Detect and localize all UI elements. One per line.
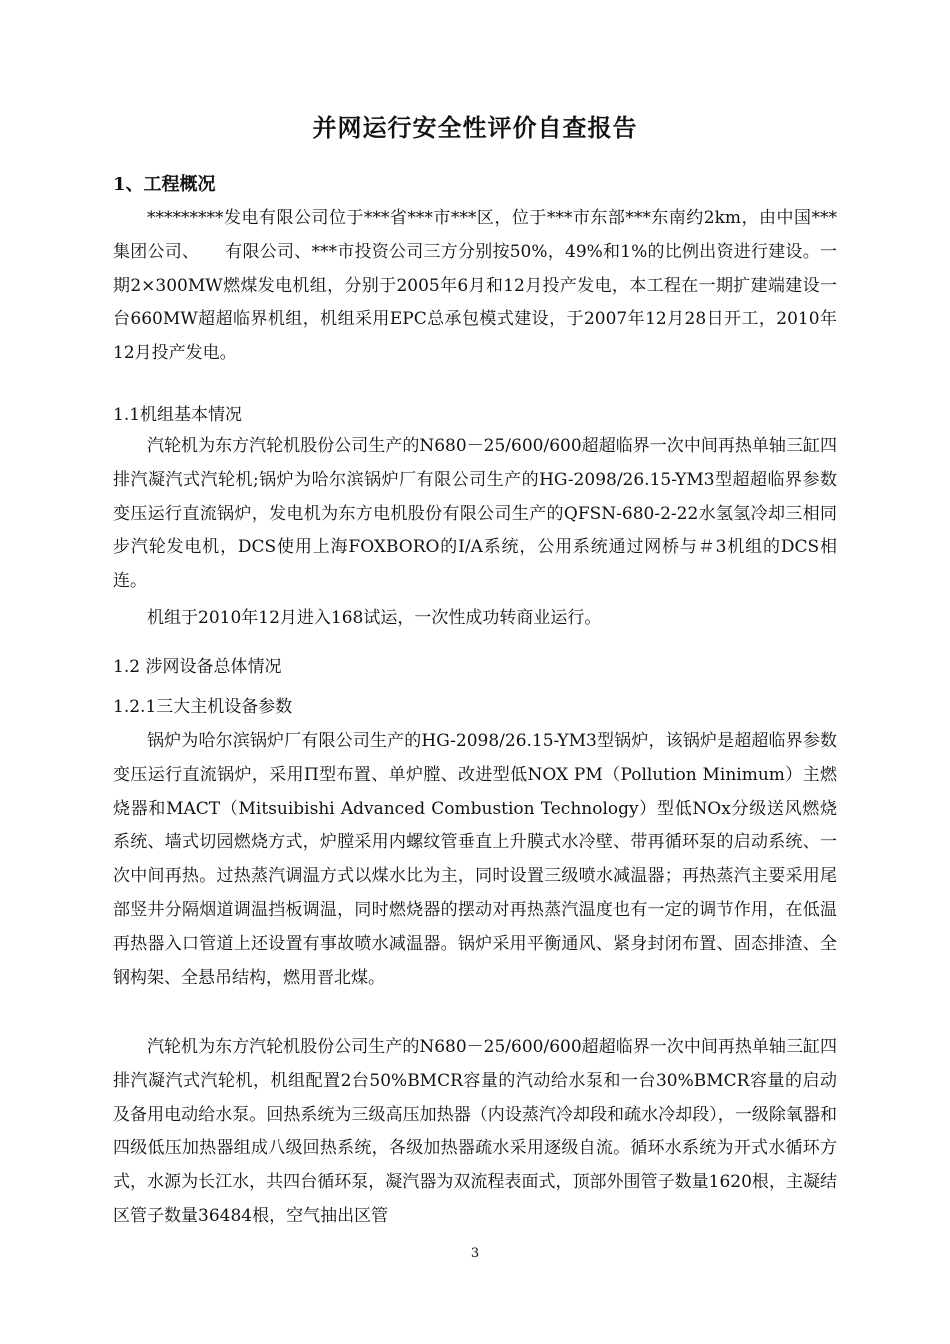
boiler-block: [113, 725, 837, 995]
document-title: 并网运行安全性评价自查报告: [312, 113, 638, 142]
trial-run-block: [113, 602, 837, 636]
unit-info-block: [113, 430, 837, 599]
section-heading-overview: 1、工程概况: [113, 174, 216, 195]
turbine-block: [113, 1031, 837, 1234]
subheading-1-1: 1.1机组基本情况: [113, 405, 243, 425]
turbine-paragraph: 汽轮机为东方汽轮机股份公司生产的N680－25/600/600超超临界一次中间再热单轴三缸四排汽凝汽式汽轮机，机组配置2台50%BMCR容量的汽动给水泵和一台30%BMCR容量的启动及备用电动给水泵。回热系统为三级高压加热器（内设蒸汽冷却段和疏水冷却段），一级除氧器和四级低压加热器组成八级回热系统，各级加热器疏水采用逐级自流。循环水系统为开式水循环方式，水源为长江水，共四台循环泵，凝汽器为双流程表面式，顶部外围管子数量1620根，主凝结区管子数量36484根，空气抽出区管: [113, 1037, 837, 1226]
subheading-1-2-1: 1.2.1三大主机设备参数: [113, 697, 293, 717]
intro-paragraph: *********发电有限公司位于***省***市***区，位于***市东部***东南约2km，由中国***集团公司、 有限公司、***市投资公司三方分别按50%，49%和1%的比例出资进行建设。一期2×300MW燃煤发电机组，分别于2005年6月和12月投产发电，本工程在一期扩建端建设一台660MW超超临界机组，机组采用EPC总承包模式建设，于2007年12月28日开工，2010年12月投产发电。: [113, 208, 837, 364]
page-number: 3: [470, 1246, 480, 1261]
subheading-1-2: 1.2 涉网设备总体情况: [113, 657, 282, 677]
trial-run-paragraph: 机组于2010年12月进入168试运，一次性成功转商业运行。: [147, 608, 602, 628]
intro-block: [113, 202, 837, 371]
boiler-paragraph: 锅炉为哈尔滨锅炉厂有限公司生产的HG-2098/26.15-YM3型锅炉，该锅炉是超超临界参数变压运行直流锅炉，采用Π型布置、单炉膛、改进型低NOX PM（Pollution Minimum）主燃烧器和MACT（Mitsuibishi Advanced Combustion Technology）型低NOx分级送风燃烧系统、墙式切园燃烧方式，炉膛采用内螺纹管垂直上升膜式水冷壁、带再循环泵的启动系统、一次中间再热。过热蒸汽调温方式以煤水比为主，同时设置三级喷水减温器；再热蒸汽主要采用尾部竖井分隔烟道调温挡板调温，同时燃烧器的摆动对再热蒸汽温度也有一定的调节作用，在低温再热器入口管道上还设置有事故喷水减温器。锅炉采用平衡通风、紧身封闭布置、固态排渣、全钢构架、全悬吊结构，燃用晋北煤。: [113, 731, 837, 988]
unit-info-paragraph: 汽轮机为东方汽轮机股份公司生产的N680－25/600/600超超临界一次中间再热单轴三缸四排汽凝汽式汽轮机;锅炉为哈尔滨锅炉厂有限公司生产的HG-2098/26.15-YM3型超超临界参数变压运行直流锅炉，发电机为东方电机股份有限公司生产的QFSN-680-2-22水氢氢冷却三相同步汽轮发电机，DCS使用上海FOXBORO的I/A系统，公用系统通过网桥与＃3机组的DCS相连。: [113, 436, 837, 592]
